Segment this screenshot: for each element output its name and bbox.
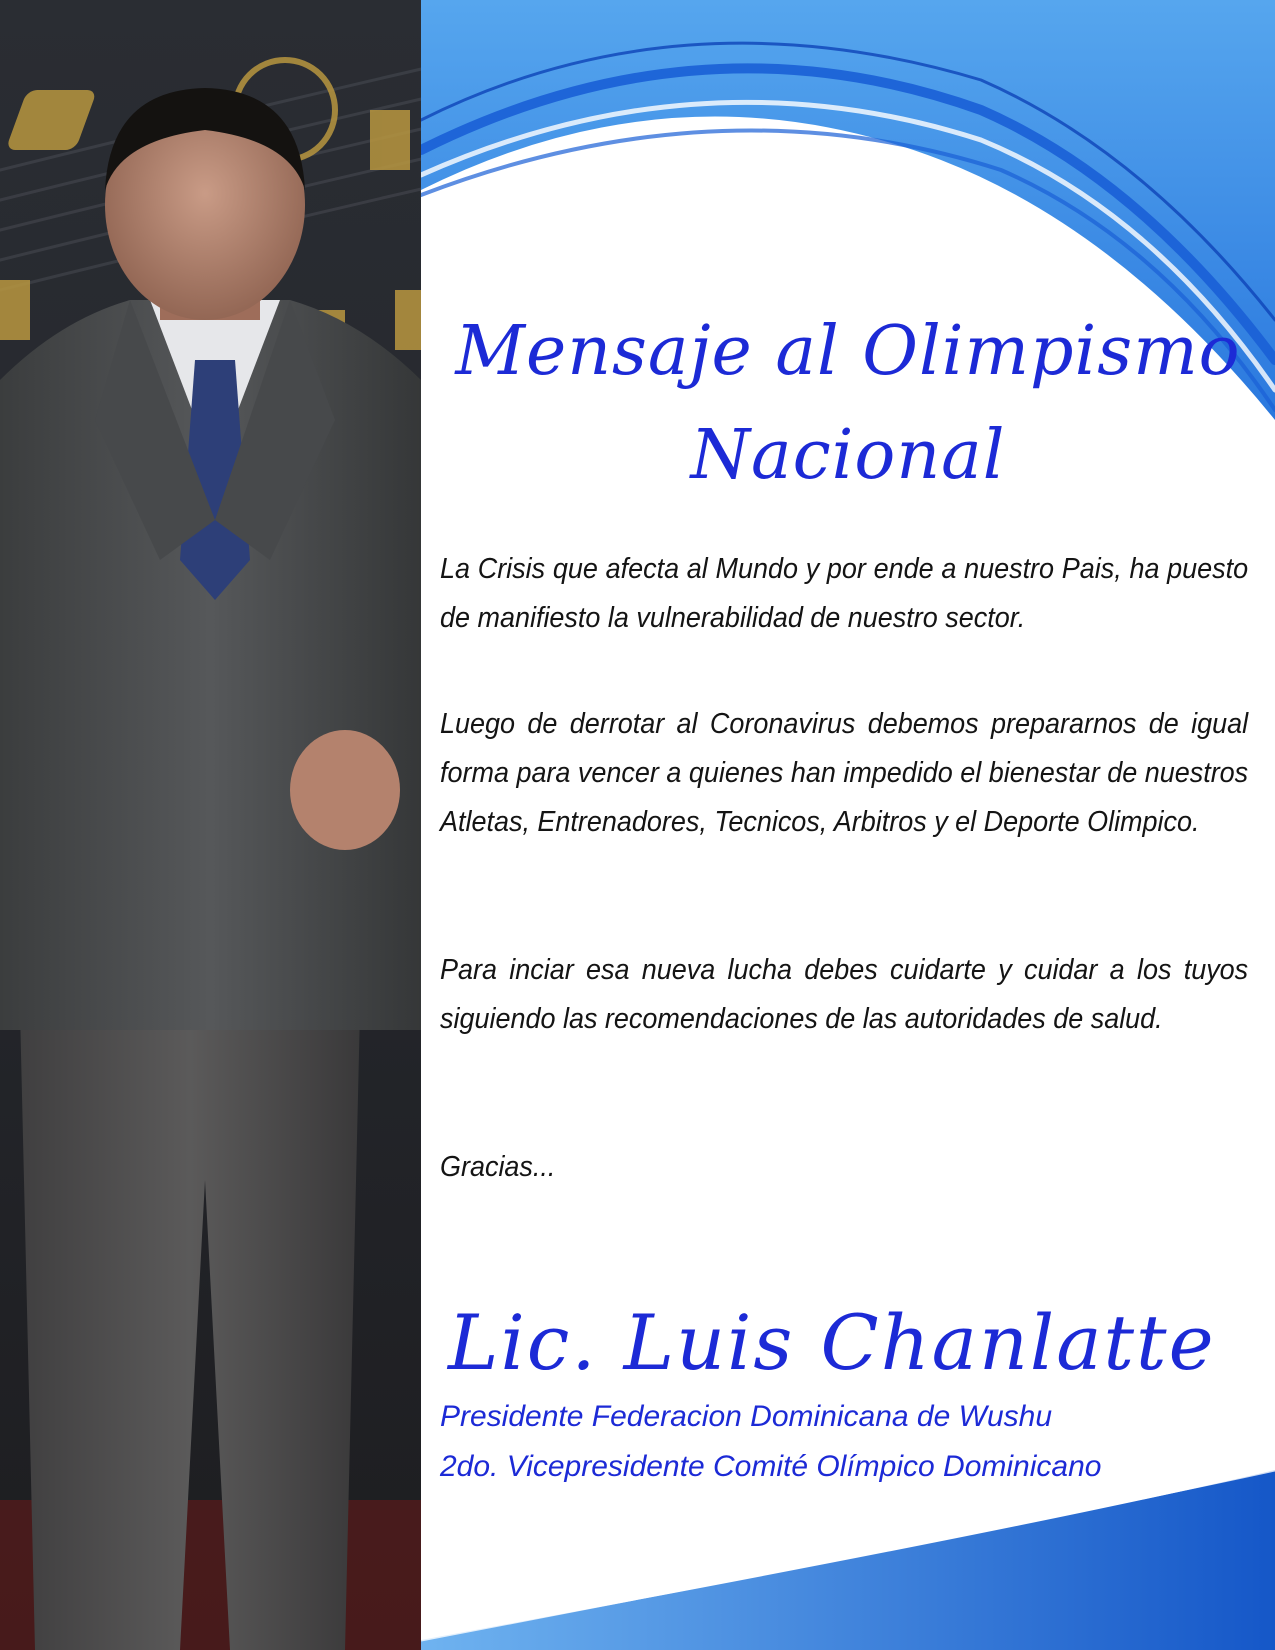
message-paragraph: Luego de derrotar al Coronavirus debemos prepararnos de igual forma para vencer a quienes han impedido el bienestar de nuestros Atletas, Entrenadores, Tecnicos, Arbitros y el Deporte Olimpico. [440, 708, 1249, 838]
message-paragraph: La Crisis que afecta al Mundo y por ende a nuestro Pais, ha puesto de manifiesto la vulnerabilidad de nuestro sector. [440, 553, 1249, 634]
message-paragraph: Para inciar esa nueva lucha debes cuidarte y cuidar a los tuyos siguiendo las recomendaciones de las autoridades de salud. [440, 954, 1249, 1035]
signature-role-2: 2do. Vicepresidente Comité Olímpico Dominicano [440, 1450, 1102, 1483]
signature-role-1: Presidente Federacion Dominicana de Wushu [440, 1400, 1052, 1433]
portrait-illustration [0, 0, 421, 1650]
title-line-1: Mensaje al Olimpismo [455, 312, 1241, 391]
signature-name: Lic. Luis Chanlatte [448, 1298, 1216, 1387]
title-line-2: Nacional [690, 416, 1006, 495]
portrait-photo [0, 0, 421, 1650]
closing-text: Gracias... [440, 1151, 556, 1183]
